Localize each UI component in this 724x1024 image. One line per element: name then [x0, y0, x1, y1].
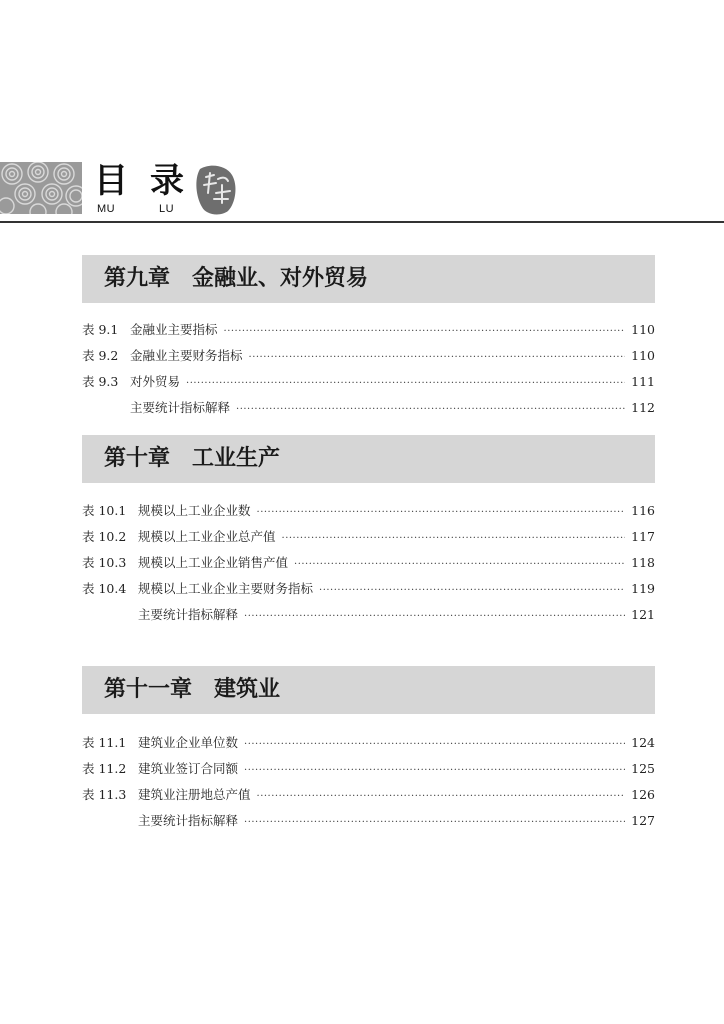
page-number: 121: [631, 607, 655, 622]
dot-leader: [244, 766, 625, 776]
page-number: 117: [631, 529, 655, 544]
entry-title: 主要统计指标解释: [138, 813, 239, 828]
chapter-heading-9: [82, 255, 655, 303]
chapter-title: 第十一章 建筑业: [104, 676, 281, 702]
dot-leader: [224, 327, 626, 337]
entry-title: 建筑业注册地总产值: [138, 787, 251, 802]
toc-row[interactable]: [82, 372, 655, 392]
dot-leader: [249, 353, 626, 363]
table-number: 表 9.3: [82, 374, 119, 389]
table-number: 表 11.1: [82, 735, 127, 750]
chapter-heading-11: [82, 666, 655, 714]
table-number: 表 9.1: [82, 322, 119, 337]
toc-row[interactable]: [82, 785, 655, 805]
dot-leader: [282, 534, 626, 544]
title-char-lu: 录: [150, 161, 184, 201]
toc-row[interactable]: [82, 733, 655, 753]
page-number: 119: [631, 581, 655, 596]
chapter-heading-10: [82, 435, 655, 483]
table-number: 表 11.2: [82, 761, 127, 776]
toc-row[interactable]: [82, 759, 655, 779]
entry-title: 主要统计指标解释: [138, 607, 239, 622]
entry-title: 金融业主要指标: [130, 322, 218, 337]
table-number: 表 11.3: [82, 787, 127, 802]
calligraphy-seal-icon: [192, 163, 240, 217]
swirl-pattern-decoration: [0, 162, 82, 214]
chapter-title: 第九章 金融业、对外贸易: [104, 265, 369, 291]
page-number: 118: [631, 555, 655, 570]
dot-leader: [319, 586, 625, 596]
entry-title: 建筑业企业单位数: [138, 735, 239, 750]
entry-title: 规模以上工业企业销售产值: [138, 555, 289, 570]
table-number: 表 10.1: [82, 503, 127, 518]
page-number: 116: [631, 503, 655, 518]
pinyin-mu: MU: [97, 203, 116, 215]
title-char-mu: 目: [94, 161, 128, 201]
toc-row[interactable]: [82, 811, 655, 831]
dot-leader: [186, 379, 625, 389]
table-number: 表 10.2: [82, 529, 127, 544]
dot-leader: [257, 508, 626, 518]
entry-title: 规模以上工业企业主要财务指标: [138, 581, 314, 596]
toc-row[interactable]: [82, 553, 655, 573]
toc-row[interactable]: [82, 320, 655, 340]
toc-row[interactable]: [82, 346, 655, 366]
toc-row[interactable]: [82, 579, 655, 599]
toc-row[interactable]: [82, 501, 655, 521]
entry-title: 主要统计指标解释: [130, 400, 231, 415]
page-number: 127: [631, 813, 655, 828]
entry-title: 金融业主要财务指标: [130, 348, 243, 363]
pinyin-lu: LU: [159, 203, 175, 215]
dot-leader: [294, 560, 625, 570]
entry-title: 对外贸易: [130, 374, 181, 389]
table-number: 表 10.4: [82, 581, 127, 596]
entry-title: 规模以上工业企业数: [138, 503, 251, 518]
dot-leader: [257, 792, 626, 802]
dot-leader: [244, 612, 625, 622]
page-number: 125: [631, 761, 655, 776]
dot-leader: [244, 818, 625, 828]
chapter-title: 第十章 工业生产: [104, 445, 281, 471]
dot-leader: [244, 740, 625, 750]
page-number: 126: [631, 787, 655, 802]
page-number: 110: [631, 322, 655, 337]
header-rule: [0, 221, 724, 223]
page-number: 111: [631, 374, 655, 389]
entry-title: 建筑业签订合同额: [138, 761, 239, 776]
toc-row[interactable]: [82, 398, 655, 418]
dot-leader: [236, 405, 625, 415]
entry-title: 规模以上工业企业总产值: [138, 529, 276, 544]
table-number: 表 10.3: [82, 555, 127, 570]
table-number: 表 9.2: [82, 348, 119, 363]
page-number: 110: [631, 348, 655, 363]
page-number: 112: [631, 400, 655, 415]
toc-row[interactable]: [82, 527, 655, 547]
page-number: 124: [631, 735, 655, 750]
toc-row[interactable]: [82, 605, 655, 625]
